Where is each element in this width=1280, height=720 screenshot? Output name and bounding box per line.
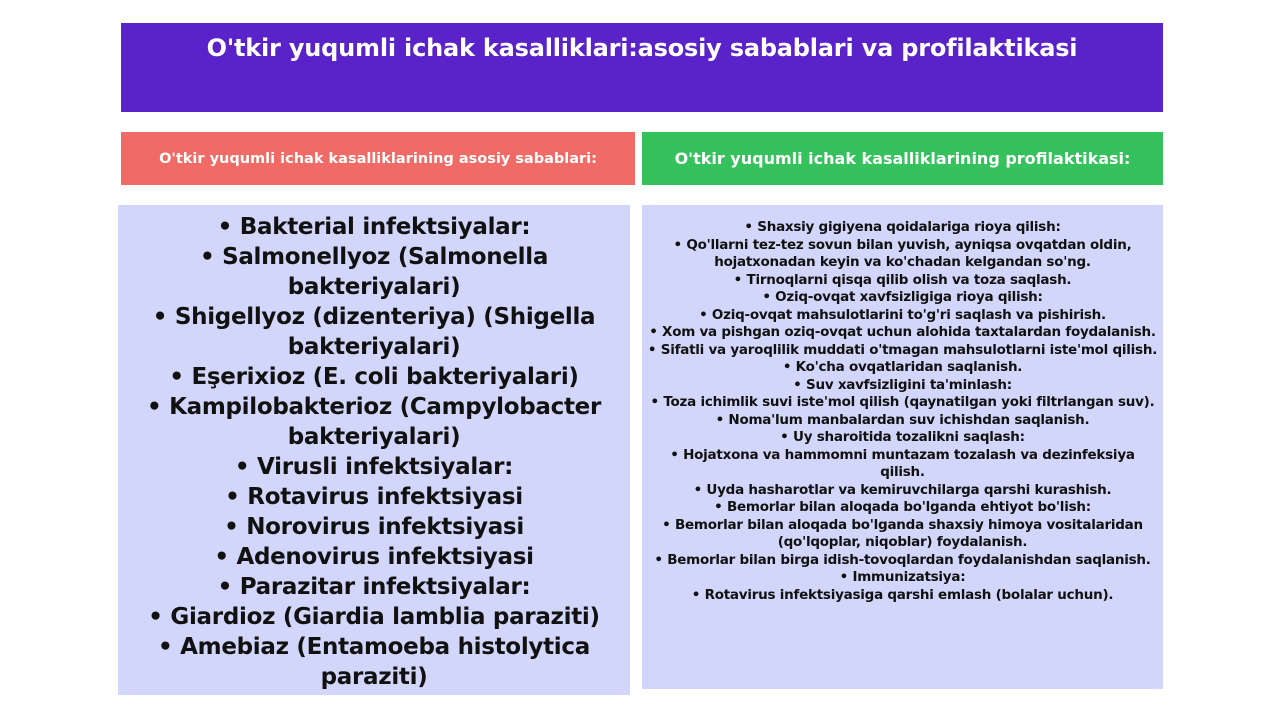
list-item: • Giardioz (Giardia lamblia paraziti): [148, 604, 600, 630]
list-item: • Eşerixioz (E. coli bakteriyalari): [169, 364, 579, 390]
causes-panel: [118, 205, 630, 695]
list-item: • Bemorlar bilan aloqada bo'lganda ehtiyot bo'lish:: [714, 499, 1091, 515]
list-item: • Sifatli va yaroqlilik muddati o'tmagan mahsulotlarni iste'mol qilish.: [647, 341, 1158, 358]
list-item: • Tirnoqlarni qisqa qilib olish va toza saqlash.: [733, 271, 1072, 288]
prevention-header: [642, 132, 1163, 185]
list-item: • Kampilobakterioz (Campylobacter bakteriyalari): [146, 394, 602, 450]
list-item: • Qo'llarni tez-tez sovun bilan yuvish, ayniqsa ovqatdan oldin, hojatxonadan keyin va ko'chadan kelgandan so'ng.: [673, 236, 1132, 270]
title-banner: [121, 23, 1163, 112]
causes-header: [121, 132, 635, 185]
list-item: • Salmonellyoz (Salmonella bakteriyalari): [199, 244, 549, 300]
prevention-header-label: O'tkir yuqumli ichak kasalliklarining profilaktikasi:: [674, 149, 1131, 168]
list-item: • Suv xavfsizligini ta'minlash:: [793, 376, 1012, 393]
list-item: • Hojatxona va hammomni muntazam tozalash va dezinfeksiya qilish.: [670, 446, 1135, 480]
list-item: • Oziq-ovqat mahsulotlarini to'g'ri saqlash va pishirish.: [699, 306, 1106, 323]
list-item: • Noma'lum manbalardan suv ichishdan saqlanish.: [715, 411, 1090, 428]
causes-header-label: O'tkir yuqumli ichak kasalliklarining asosiy sabablari:: [159, 150, 597, 167]
list-item: • Bemorlar bilan birga idish-tovoqlardan foydalanishdan saqlanish.: [654, 551, 1151, 568]
list-item: • Bakterial infektsiyalar:: [217, 214, 531, 240]
list-item: • Ko'cha ovqatlaridan saqlanish.: [782, 359, 1023, 375]
list-item: • Uy sharoitida tozalikni saqlash:: [780, 429, 1025, 445]
list-item: • Uyda hasharotlar va kemiruvchilarga qarshi kurashish.: [693, 481, 1112, 498]
list-item: • Oziq-ovqat xavfsizligiga rioya qilish:: [762, 289, 1043, 305]
list-item: • Shaxsiy gigiyena qoidalariga rioya qilish:: [744, 219, 1061, 235]
list-item: • Bemorlar bilan aloqada bo'lganda shaxsiy himoya vositalaridan (qo'lqoplar, niqoblar) foydalanish.: [662, 516, 1143, 550]
list-item: • Virusli infektsiyalar:: [234, 454, 514, 480]
prevention-panel: [642, 205, 1163, 689]
list-item: • Rotavirus infektsiyasi: [225, 484, 523, 510]
list-item: • Parazitar infektsiyalar:: [217, 574, 531, 600]
list-item: • Adenovirus infektsiyasi: [214, 544, 534, 570]
list-item: • Immunizatsiya:: [839, 569, 966, 585]
list-item: • Amebiaz (Entamoeba histolytica paraziti): [158, 634, 590, 690]
list-item: • Toza ichimlik suvi iste'mol qilish (qaynatilgan yoki filtrlangan suv).: [650, 394, 1155, 410]
list-item: • Norovirus infektsiyasi: [224, 514, 524, 540]
list-item: • Shigellyoz (dizenteriya) (Shigella bakteriyalari): [152, 304, 596, 360]
list-item: • Xom va pishgan oziq-ovqat uchun alohida taxtalardan foydalanish.: [649, 324, 1156, 340]
list-item: • Rotavirus infektsiyasiga qarshi emlash (bolalar uchun).: [691, 586, 1114, 603]
page-title: O'tkir yuqumli ichak kasalliklari:asosiy sabablari va profilaktikasi: [206, 34, 1078, 62]
